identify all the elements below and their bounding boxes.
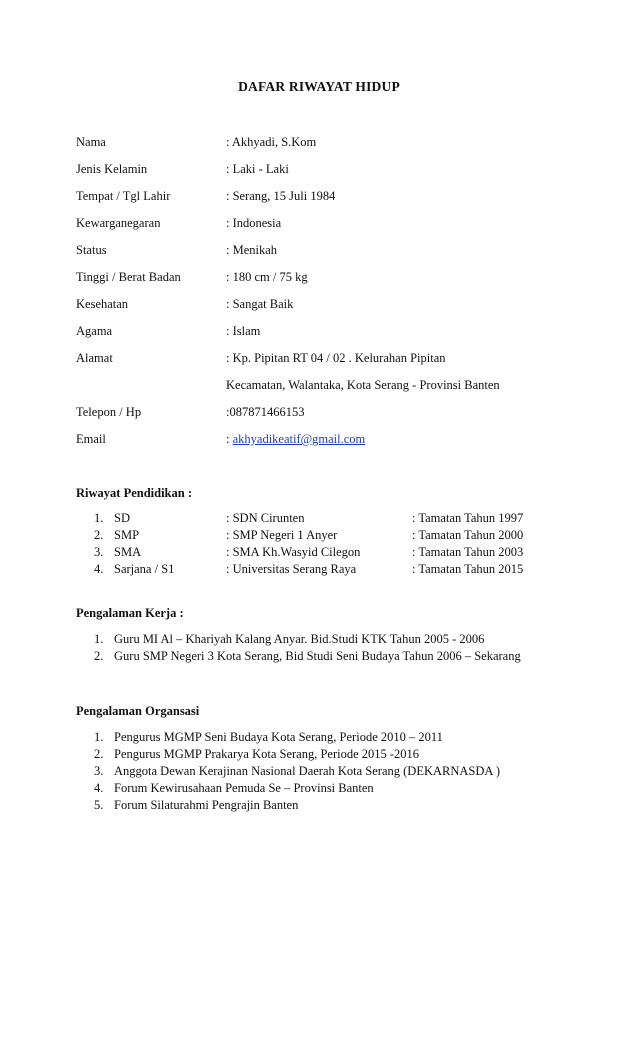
field-value: : Menikah bbox=[226, 243, 278, 257]
field-label: Email bbox=[76, 432, 106, 446]
field-label: Kewarganegaran bbox=[76, 216, 161, 230]
field-value: : Kp. Pipitan RT 04 / 02 . Kelurahan Pipitan bbox=[226, 351, 446, 365]
item-number: 2. bbox=[94, 649, 104, 663]
work-text: Guru SMP Negeri 3 Kota Serang, Bid Studi Seni Budaya Tahun 2006 – Sekarang bbox=[114, 649, 521, 663]
field-label: Nama bbox=[76, 135, 106, 149]
field-value: : Laki - Laki bbox=[226, 162, 289, 176]
field-value: Kecamatan, Walantaka, Kota Serang - Provinsi Banten bbox=[226, 378, 500, 392]
item-number: 1. bbox=[94, 511, 104, 525]
item-number: 3. bbox=[94, 545, 104, 559]
item-number: 4. bbox=[94, 781, 104, 795]
education-year: : Tamatan Tahun 2015 bbox=[412, 562, 524, 576]
field-value: : Akhyadi, S.Kom bbox=[226, 135, 317, 149]
field-label: Status bbox=[76, 243, 107, 257]
education-level: SMA bbox=[114, 545, 142, 559]
field-value: : 180 cm / 75 kg bbox=[226, 270, 308, 284]
organization-text: Forum Silaturahmi Pengrajin Banten bbox=[114, 798, 299, 812]
field-value: : Serang, 15 Juli 1984 bbox=[226, 189, 336, 203]
education-level: Sarjana / S1 bbox=[114, 562, 175, 576]
item-number: 4. bbox=[94, 562, 104, 576]
organization-text: Pengurus MGMP Seni Budaya Kota Serang, Periode 2010 – 2011 bbox=[114, 730, 443, 744]
education-school: : SDN Cirunten bbox=[226, 511, 305, 525]
item-number: 3. bbox=[94, 764, 104, 778]
field-label: Agama bbox=[76, 324, 113, 338]
organization-text: Anggota Dewan Kerajinan Nasional Daerah Kota Serang (DEKARNASDA ) bbox=[114, 764, 501, 778]
item-number: 5. bbox=[94, 798, 104, 812]
item-number: 2. bbox=[94, 528, 104, 542]
education-year: : Tamatan Tahun 2000 bbox=[412, 528, 524, 542]
organization-heading: Pengalaman Organsasi bbox=[76, 704, 200, 718]
education-year: : Tamatan Tahun 1997 bbox=[412, 511, 524, 525]
education-level: SD bbox=[114, 511, 130, 525]
organization-text: Forum Kewirusahaan Pemuda Se – Provinsi Banten bbox=[114, 781, 374, 795]
field-label: Kesehatan bbox=[76, 297, 129, 311]
education-heading: Riwayat Pendidikan : bbox=[76, 486, 192, 500]
education-year: : Tamatan Tahun 2003 bbox=[412, 545, 524, 559]
field-label: Telepon / Hp bbox=[76, 405, 142, 419]
item-number: 1. bbox=[94, 730, 104, 744]
education-school: : SMP Negeri 1 Anyer bbox=[226, 528, 338, 542]
work-heading: Pengalaman Kerja : bbox=[76, 606, 184, 620]
email-prefix: : bbox=[226, 432, 233, 446]
work-text: Guru MI Al – Khariyah Kalang Anyar. Bid.Studi KTK Tahun 2005 - 2006 bbox=[114, 632, 485, 646]
field-label: Alamat bbox=[76, 351, 113, 365]
field-label: Jenis Kelamin bbox=[76, 162, 148, 176]
field-label: Tempat / Tgl Lahir bbox=[76, 189, 171, 203]
field-value: : Indonesia bbox=[226, 216, 282, 230]
education-school: : Universitas Serang Raya bbox=[226, 562, 357, 576]
item-number: 1. bbox=[94, 632, 104, 646]
education-level: SMP bbox=[114, 528, 140, 542]
field-value: : Islam bbox=[226, 324, 261, 338]
field-label: Tinggi / Berat Badan bbox=[76, 270, 181, 284]
email-link[interactable]: akhyadikeatif@gmail.com bbox=[232, 432, 366, 446]
field-value: :087871466153 bbox=[226, 405, 305, 419]
item-number: 2. bbox=[94, 747, 104, 761]
education-school: : SMA Kh.Wasyid Cilegon bbox=[226, 545, 361, 559]
field-value: : Sangat Baik bbox=[226, 297, 294, 311]
field-value bbox=[226, 430, 365, 448]
document-title: DAFAR RIWAYAT HIDUP bbox=[238, 79, 400, 94]
organization-text: Pengurus MGMP Prakarya Kota Serang, Periode 2015 -2016 bbox=[114, 747, 420, 761]
